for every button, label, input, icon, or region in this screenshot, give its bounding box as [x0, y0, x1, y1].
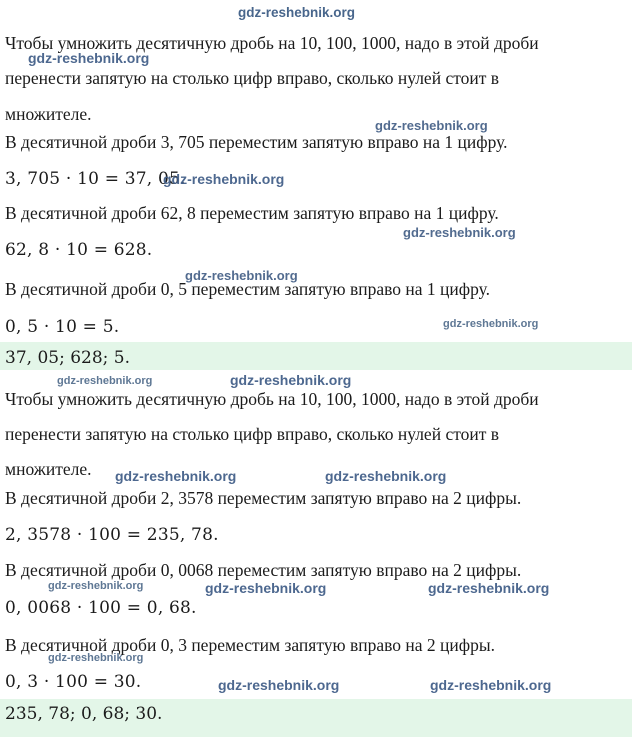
- solution-line: В десятичной дроби 3, 705 переместим запятую вправо на 1 цифру.: [5, 132, 508, 152]
- watermark: gdz-reshebnik.org: [115, 468, 237, 484]
- equation-line: 62, 8 · 10 = 628.: [5, 240, 153, 260]
- equation-line: 0, 0068 · 100 = 0, 68.: [5, 598, 197, 618]
- equation-line: 2, 3578 · 100 = 235, 78.: [5, 525, 219, 545]
- watermark: gdz-reshebnik.org: [430, 677, 552, 693]
- watermark: gdz-reshebnik.org: [325, 468, 447, 484]
- watermark: gdz-reshebnik.org: [443, 318, 539, 330]
- solution-line: множителе.: [5, 104, 92, 124]
- watermark: gdz-reshebnik.org: [403, 225, 516, 240]
- solution-line: В десятичной дроби 0, 5 переместим запятую вправо на 1 цифру.: [5, 279, 490, 299]
- watermark: gdz-reshebnik.org: [205, 580, 327, 596]
- solution-line: В десятичной дроби 0, 0068 переместим запятую вправо на 2 цифры.: [5, 560, 522, 580]
- watermark: gdz-reshebnik.org: [48, 580, 144, 592]
- watermark: gdz-reshebnik.org: [28, 50, 150, 66]
- solution-line: перенести запятую на столько цифр вправо, сколько нулей стоит в: [5, 424, 500, 444]
- equation-line: 0, 5 · 10 = 5.: [5, 317, 120, 337]
- answer-line: 37, 05; 628; 5.: [5, 348, 131, 368]
- solution-line: множителе.: [5, 459, 92, 479]
- watermark: gdz-reshebnik.org: [163, 171, 285, 187]
- solution-line: В десятичной дроби 0, 3 переместим запятую вправо на 2 цифры.: [5, 635, 495, 655]
- watermark: gdz-reshebnik.org: [48, 652, 144, 664]
- solution-line: В десятичной дроби 2, 3578 переместим запятую вправо на 2 цифры.: [5, 488, 522, 508]
- solution-line: перенести запятую на столько цифр вправо, сколько нулей стоит в: [5, 68, 500, 88]
- watermark: gdz-reshebnik.org: [230, 372, 352, 388]
- watermark: gdz-reshebnik.org: [218, 677, 340, 693]
- watermark: gdz-reshebnik.org: [428, 580, 550, 596]
- solution-line: В десятичной дроби 62, 8 переместим запятую вправо на 1 цифру.: [5, 203, 499, 223]
- equation-line: 0, 3 · 100 = 30.: [5, 672, 142, 692]
- watermark: gdz-reshebnik.org: [375, 118, 488, 133]
- watermark: gdz-reshebnik.org: [238, 5, 356, 20]
- solution-line: Чтобы умножить десятичную дробь на 10, 100, 1000, надо в этой дроби: [5, 33, 539, 53]
- watermark: gdz-reshebnik.org: [185, 268, 298, 283]
- answer-line: 235, 78; 0, 68; 30.: [5, 704, 163, 724]
- solution-line: Чтобы умножить десятичную дробь на 10, 100, 1000, надо в этой дроби: [5, 389, 539, 409]
- watermark: gdz-reshebnik.org: [57, 375, 153, 387]
- equation-line: 3, 705 · 10 = 37, 05.: [5, 169, 186, 189]
